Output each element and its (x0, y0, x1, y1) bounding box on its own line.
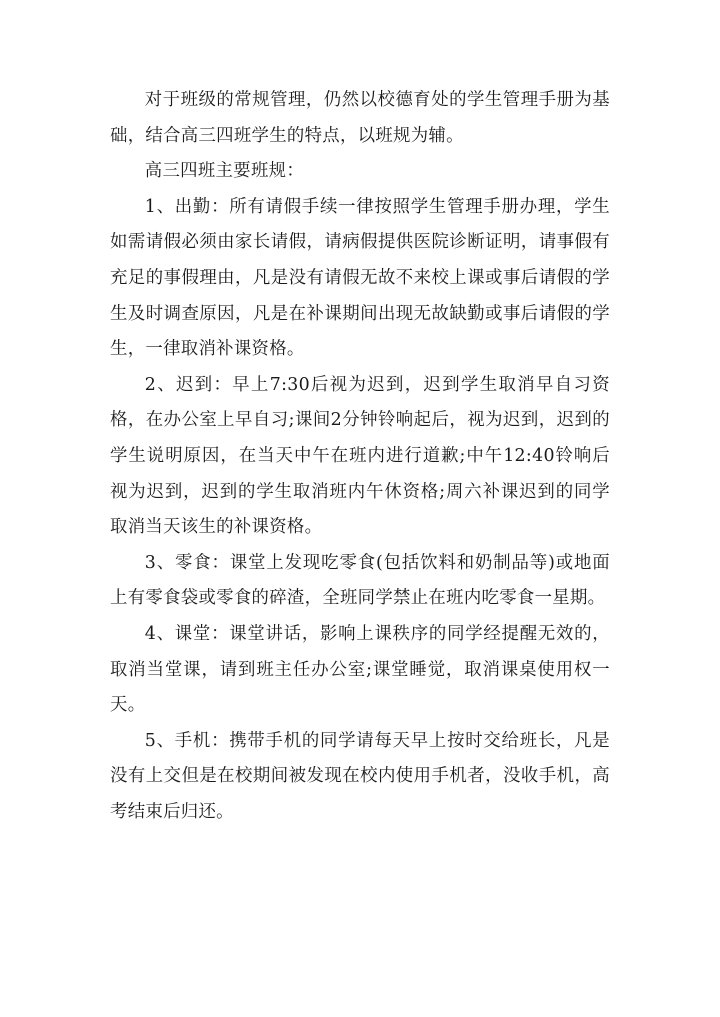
rule-attendance: 1、出勤：所有请假手续一律按照学生管理手册办理，学生如需请假必须由家长请假，请病假提供医院诊断证明，请事假有充足的事假理由，凡是没有请假无故不来校上课或事后请假的学生及时调查原因，凡是在补课期间出现无故缺勤或事后请假的学生，一律取消补课资格。 (110, 196, 610, 360)
rule-phone: 5、手机：携带手机的同学请每天早上按时交给班长，凡是没有上交但是在校期间被发现在校内使用手机者，没收手机，高考结束后归还。 (110, 730, 610, 822)
rule-lateness: 2、迟到：早上7:30后视为迟到，迟到学生取消早自习资格，在办公室上早自习;课间2分钟铃响起后，视为迟到，迟到的学生说明原因，在当天中午在班内进行道歉;中午12:40铃响后视为迟到，迟到的学生取消班内午休资格;周六补课迟到的同学取消当天该生的补课资格。 (110, 374, 610, 538)
intro-paragraph: 对于班级的常规管理，仍然以校德育处的学生管理手册为基础，结合高三四班学生的特点，以班规为辅。 (110, 90, 610, 146)
document-body (110, 83, 610, 830)
rule-snacks: 3、零食：课堂上发现吃零食(包括饮料和奶制品等)或地面上有零食袋或零食的碎渣，全班同学禁止在班内吃零食一星期。 (110, 552, 610, 609)
rules-heading: 高三四班主要班规： (144, 161, 305, 182)
rule-classroom: 4、课堂：课堂讲话，影响上课秩序的同学经提醒无效的，取消当堂课，请到班主任办公室;课堂睡觉，取消课桌使用权一天。 (110, 623, 610, 716)
